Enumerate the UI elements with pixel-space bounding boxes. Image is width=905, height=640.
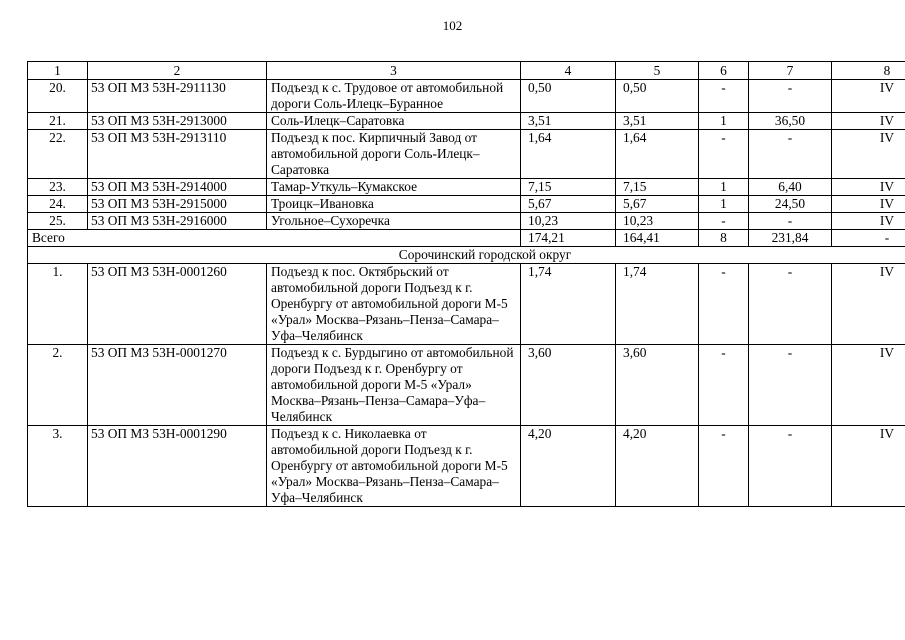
bridge-length: - (749, 213, 832, 230)
length-total: 1,74 (521, 264, 616, 345)
bridge-count: - (699, 426, 749, 507)
header-cell: 5 (616, 62, 699, 80)
road-name: Подъезд к пос. Кирпичный Завод от автомобильной дороги Соль-Илецк–Саратовка (267, 130, 521, 179)
table-row (28, 179, 905, 196)
road-category: IV (832, 179, 905, 196)
bridge-length: - (749, 130, 832, 179)
length-paved: 4,20 (616, 426, 699, 507)
bridge-count: 1 (699, 113, 749, 130)
road-name: Подъезд к с. Николаевка от автомобильной дороги Подъезд к г. Оренбургу от автомобильной дороги М-5 «Урал» Москва–Рязань–Пенза–Самара–Уфа–Челябинск (267, 426, 521, 507)
length-total: 3,51 (521, 113, 616, 130)
header-cell: 7 (749, 62, 832, 80)
header-cell: 3 (267, 62, 521, 80)
bridge-length: - (749, 80, 832, 113)
bridge-count: 1 (699, 179, 749, 196)
row-number: 22. (28, 130, 88, 179)
length-total: 4,20 (521, 426, 616, 507)
bridge-count: - (699, 345, 749, 426)
road-category: IV (832, 426, 905, 507)
length-total: 0,50 (521, 80, 616, 113)
row-number: 24. (28, 196, 88, 213)
total-bridge-count: 8 (699, 230, 749, 247)
total-bridge-length: 231,84 (749, 230, 832, 247)
total-row (28, 230, 905, 247)
road-name: Угольное–Сухоречка (267, 213, 521, 230)
header-row (28, 62, 905, 80)
total-paved: 164,41 (616, 230, 699, 247)
length-total: 1,64 (521, 130, 616, 179)
road-category: IV (832, 345, 905, 426)
section-title: Сорочинский городской округ (28, 247, 905, 264)
road-code: 53 ОП МЗ 53Н-0001290 (88, 426, 267, 507)
header-cell: 2 (88, 62, 267, 80)
section-row (28, 247, 905, 264)
length-total: 7,15 (521, 179, 616, 196)
table-row (28, 345, 905, 426)
road-code: 53 ОП МЗ 53Н-2913000 (88, 113, 267, 130)
bridge-count: - (699, 213, 749, 230)
road-code: 53 ОП МЗ 53Н-2915000 (88, 196, 267, 213)
length-paved: 3,60 (616, 345, 699, 426)
road-name: Подъезд к пос. Октябрьский от автомобильной дороги Подъезд к г. Оренбургу от автомобильной дороги М-5 «Урал» Москва–Рязань–Пенза–Самара–Уфа–Челябинск (267, 264, 521, 345)
total-label: Всего (28, 230, 521, 247)
road-category: IV (832, 213, 905, 230)
length-paved: 1,64 (616, 130, 699, 179)
length-paved: 5,67 (616, 196, 699, 213)
road-name: Соль-Илецк–Саратовка (267, 113, 521, 130)
bridge-length: - (749, 426, 832, 507)
total-length: 174,21 (521, 230, 616, 247)
road-code: 53 ОП МЗ 53Н-0001260 (88, 264, 267, 345)
table-row (28, 213, 905, 230)
length-paved: 0,50 (616, 80, 699, 113)
road-category: IV (832, 130, 905, 179)
row-number: 21. (28, 113, 88, 130)
row-number: 3. (28, 426, 88, 507)
length-total: 3,60 (521, 345, 616, 426)
length-total: 10,23 (521, 213, 616, 230)
length-paved: 7,15 (616, 179, 699, 196)
row-number: 1. (28, 264, 88, 345)
row-number: 2. (28, 345, 88, 426)
table-row (28, 264, 905, 345)
road-code: 53 ОП МЗ 53Н-2916000 (88, 213, 267, 230)
row-number: 20. (28, 80, 88, 113)
road-code: 53 ОП МЗ 53Н-2914000 (88, 179, 267, 196)
road-category: IV (832, 80, 905, 113)
road-code: 53 ОП МЗ 53Н-2911130 (88, 80, 267, 113)
total-category: - (832, 230, 905, 247)
road-code: 53 ОП МЗ 53Н-0001270 (88, 345, 267, 426)
bridge-length: - (749, 345, 832, 426)
length-paved: 3,51 (616, 113, 699, 130)
bridge-length: 36,50 (749, 113, 832, 130)
bridge-count: - (699, 80, 749, 113)
length-paved: 1,74 (616, 264, 699, 345)
table-row (28, 113, 905, 130)
header-cell: 4 (521, 62, 616, 80)
road-name: Тамар-Уткуль–Кумакское (267, 179, 521, 196)
bridge-count: - (699, 264, 749, 345)
road-code: 53 ОП МЗ 53Н-2913110 (88, 130, 267, 179)
bridge-length: - (749, 264, 832, 345)
road-category: IV (832, 264, 905, 345)
row-number: 23. (28, 179, 88, 196)
bridge-length: 24,50 (749, 196, 832, 213)
table-row (28, 426, 905, 507)
table-row (28, 130, 905, 179)
table-row (28, 196, 905, 213)
bridge-length: 6,40 (749, 179, 832, 196)
header-cell: 8 (832, 62, 905, 80)
header-cell: 6 (699, 62, 749, 80)
road-category: IV (832, 196, 905, 213)
row-number: 25. (28, 213, 88, 230)
length-total: 5,67 (521, 196, 616, 213)
bridge-count: - (699, 130, 749, 179)
table-row (28, 80, 905, 113)
length-paved: 10,23 (616, 213, 699, 230)
road-name: Подъезд к с. Трудовое от автомобильной дороги Соль-Илецк–Буранное (267, 80, 521, 113)
bridge-count: 1 (699, 196, 749, 213)
road-name: Троицк–Ивановка (267, 196, 521, 213)
page-number: 102 (442, 18, 463, 33)
road-name: Подъезд к с. Бурдыгино от автомобильной дороги Подъезд к г. Оренбургу от автомобильной дороги М-5 «Урал» Москва–Рязань–Пенза–Самара–Уфа–Челябинск (267, 345, 521, 426)
header-cell: 1 (28, 62, 88, 80)
road-category: IV (832, 113, 905, 130)
roads-table (27, 61, 905, 507)
